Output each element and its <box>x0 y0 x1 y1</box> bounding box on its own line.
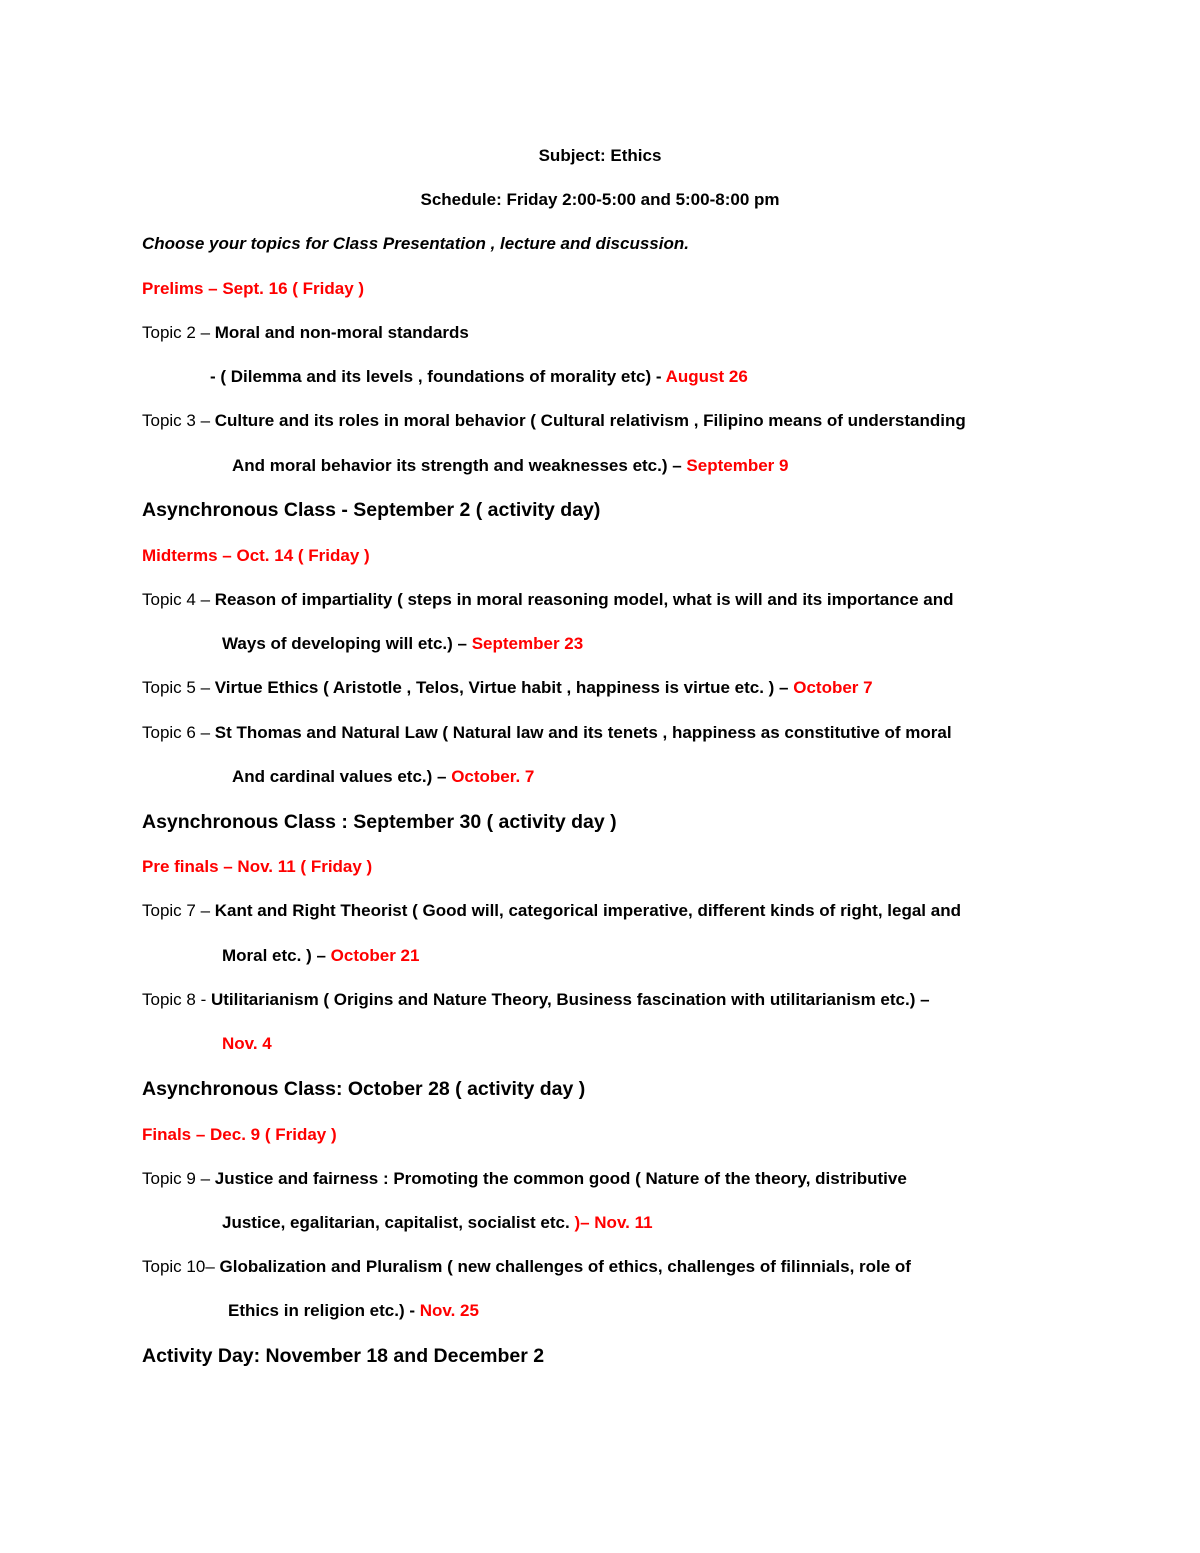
topic-2 <box>142 322 469 344</box>
topic-5 <box>142 677 873 699</box>
topic-9-text: Justice and fairness : Promoting the common good ( Nature of the theory, distributive <box>214 1169 907 1188</box>
topic-3 <box>142 410 966 432</box>
finals-heading: Finals – Dec. 9 ( Friday ) <box>142 1125 337 1144</box>
topic-2-text: Moral and non-moral standards <box>214 323 469 342</box>
topic-7-cont-text: Moral etc. ) – <box>222 946 331 965</box>
topic-7-label: Topic 7 – <box>142 901 215 920</box>
topic-6-text: St Thomas and Natural Law ( Natural law and its tenets , happiness as constitutive of moral <box>214 723 952 742</box>
topic-3-label: Topic 3 – <box>142 411 215 430</box>
topic-6-cont <box>232 766 534 788</box>
topic-3-cont <box>232 455 788 477</box>
topic-9-label: Topic 9 – <box>142 1169 215 1188</box>
topic-5-label: Topic 5 – <box>142 678 215 697</box>
subject-line: Subject: Ethics <box>538 146 662 165</box>
topic-9-cont-text: Justice, egalitarian, capitalist, socialist etc. <box>222 1213 575 1232</box>
topic-4-date: September 23 <box>471 634 584 653</box>
topic-2-sub-text: - ( Dilemma and its levels , foundations of morality etc) - <box>210 367 666 386</box>
topic-10-label: Topic 10– <box>142 1257 220 1276</box>
async-class-2: Asynchronous Class : September 30 ( activity day ) <box>142 811 617 833</box>
topic-4-cont <box>222 633 583 655</box>
topic-8-date: Nov. 4 <box>222 1034 272 1053</box>
schedule-line: Schedule: Friday 2:00-5:00 and 5:00-8:00 pm <box>420 190 780 209</box>
prefinals-heading: Pre finals – Nov. 11 ( Friday ) <box>142 857 373 876</box>
topic-7-cont <box>222 945 419 967</box>
topic-9 <box>142 1168 907 1190</box>
topic-7-text: Kant and Right Theorist ( Good will, categorical imperative, different kinds of right, legal and <box>214 901 961 920</box>
topic-2-sub <box>210 366 748 388</box>
prelims-heading: Prelims – Sept. 16 ( Friday ) <box>142 279 365 298</box>
topic-3-cont-text: And moral behavior its strength and weaknesses etc.) – <box>232 456 687 475</box>
topic-4 <box>142 589 953 611</box>
topic-10-date: Nov. 25 <box>419 1301 479 1320</box>
topic-9-cont <box>222 1212 653 1234</box>
topic-2-label: Topic 2 – <box>142 323 215 342</box>
topic-2-date: August 26 <box>665 367 748 386</box>
topic-6-date: October. 7 <box>451 767 535 786</box>
topic-8-text: Utilitarianism ( Origins and Nature Theory, Business fascination with utilitarianism etc.) – <box>210 990 930 1009</box>
async-class-1: Asynchronous Class - September 2 ( activity day) <box>142 499 601 521</box>
topic-5-date: October 7 <box>793 678 873 697</box>
topic-7 <box>142 900 961 922</box>
topic-6 <box>142 722 952 744</box>
topic-8 <box>142 989 930 1011</box>
topic-6-cont-text: And cardinal values etc.) – <box>232 767 452 786</box>
topic-4-label: Topic 4 – <box>142 590 215 609</box>
topic-9-date: )– Nov. 11 <box>574 1213 653 1232</box>
topic-4-text: Reason of impartiality ( steps in moral reasoning model, what is will and its importance and <box>214 590 954 609</box>
topic-3-text: Culture and its roles in moral behavior ( Cultural relativism , Filipino means of understanding <box>214 411 966 430</box>
activity-day-line: Activity Day: November 18 and December 2 <box>142 1345 545 1367</box>
instruction-line: Choose your topics for Class Presentation , lecture and discussion. <box>142 234 689 253</box>
topic-5-text: Virtue Ethics ( Aristotle , Telos, Virtue habit , happiness is virtue etc. ) – <box>214 678 794 697</box>
topic-6-label: Topic 6 – <box>142 723 215 742</box>
midterms-heading: Midterms – Oct. 14 ( Friday ) <box>142 546 370 565</box>
topic-3-date: September 9 <box>686 456 789 475</box>
topic-10 <box>142 1256 911 1278</box>
async-class-3: Asynchronous Class: October 28 ( activity day ) <box>142 1078 586 1100</box>
topic-10-text: Globalization and Pluralism ( new challenges of ethics, challenges of filinnials, role of <box>219 1257 911 1276</box>
topic-8-label: Topic 8 - <box>142 990 211 1009</box>
topic-10-cont <box>228 1300 479 1322</box>
topic-4-cont-text: Ways of developing will etc.) – <box>222 634 472 653</box>
topic-7-date: October 21 <box>330 946 420 965</box>
topic-10-cont-text: Ethics in religion etc.) - <box>228 1301 420 1320</box>
